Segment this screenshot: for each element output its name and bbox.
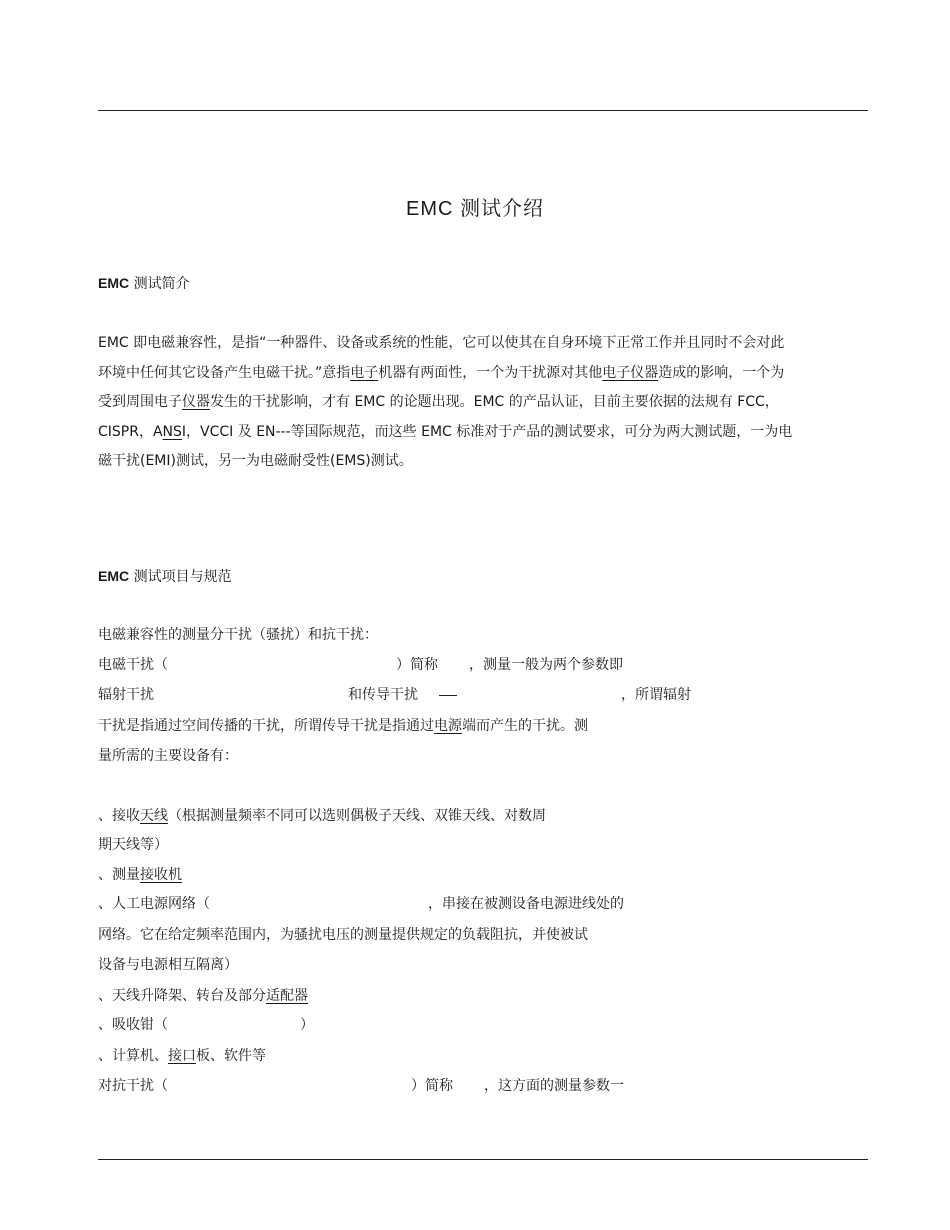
- text-run: 机器有两面性，一个为干扰源对其他: [378, 364, 603, 381]
- equipment-item: [98, 954, 238, 974]
- radiated-label: 辐射干扰: [98, 687, 154, 703]
- emi-line-rest: ，测量一般为两个参数即: [469, 657, 623, 673]
- text-run: I，VCCI 及 EN---等国际规范，而这些 EMC 标准对于产品的测试要求，可分为两大测试题，一为电: [181, 423, 793, 440]
- text-run: 、接收: [98, 808, 140, 824]
- intro-paragraph: [98, 329, 866, 477]
- paragraph-line: [98, 447, 866, 477]
- definition-line: [98, 715, 588, 735]
- page-title: EMC 测试介绍: [406, 198, 544, 220]
- text-run: 干扰是指通过空间传播的干扰，所谓传导干扰是指通过: [98, 718, 434, 734]
- emi-line-abbr: ）简称: [396, 657, 438, 673]
- text-run: 期天线等）: [98, 837, 168, 853]
- text-run: 受到周围电子: [98, 394, 182, 410]
- paragraph-line: [98, 359, 866, 389]
- link-term: 电子仪器: [602, 364, 659, 381]
- link-term: NS: [162, 423, 182, 440]
- section-heading-items: [98, 566, 232, 586]
- link-term: 适配器: [266, 988, 308, 1004]
- ems-line-rest: ，这方面的测量参数一: [484, 1078, 624, 1094]
- text-run: 、计算机、: [98, 1048, 168, 1064]
- text-run: 、天线升降架、转台及部分: [98, 988, 266, 1004]
- link-term: 电源: [434, 718, 462, 734]
- equipment-item: [98, 1045, 266, 1065]
- text-run: 发生的干扰影响，才有 EMC 的论题出现。EMC 的产品认证，目前主要依据的法规有 FCC，: [210, 394, 779, 410]
- heading-text: 测试项目与规范: [133, 569, 232, 585]
- clamp-close: ）: [300, 1017, 314, 1033]
- text-run: EMC 即电磁兼容性，是指“一种器件、设备或系统的性能，它可以使其在自身环境下正常工作并且同时不会对此: [98, 335, 785, 351]
- equipment-item: [98, 805, 546, 825]
- text-run: 环境中任何其它设备产生电磁干扰。”意指: [98, 364, 351, 381]
- text-run: 端而产生的干扰。测: [462, 718, 588, 734]
- link-term: 天线: [140, 808, 168, 824]
- text-run: 板、软件等: [196, 1048, 266, 1064]
- heading-text: 测试简介: [133, 276, 190, 292]
- paragraph-line: [98, 388, 866, 418]
- section-heading-intro: [98, 273, 190, 293]
- emi-line-start: 电磁干扰（: [98, 657, 168, 673]
- text-run: 造成的影响，一个为: [658, 364, 785, 381]
- text-run: 、人工电源网络（: [98, 896, 210, 912]
- text-run: 磁干扰(EMI)测试，另一为电磁耐受性(EMS)测试。: [98, 453, 413, 469]
- footer-rule: [98, 1159, 868, 1160]
- link-term: 仪器: [182, 394, 210, 410]
- measurement-intro: 电磁兼容性的测量分干扰（骚扰）和抗干扰：: [98, 627, 378, 643]
- radiated-tail: ，所谓辐射: [621, 687, 691, 703]
- text-run: 、吸收钳（: [98, 1017, 168, 1033]
- paragraph-line: [98, 329, 866, 359]
- equipment-item: [98, 924, 588, 944]
- ems-line-abbr: ）简称: [411, 1078, 453, 1094]
- equipment-item: [98, 893, 210, 913]
- ems-line-start: 对抗干扰（: [98, 1078, 168, 1094]
- text-run: 、测量: [98, 867, 140, 883]
- text-run: 设备与电源相互隔离）: [98, 957, 238, 973]
- link-term: 接收机: [140, 867, 182, 883]
- header-rule: [98, 110, 868, 111]
- equipment-item: [98, 864, 182, 884]
- equipment-item: [98, 985, 308, 1005]
- blank-underline: [439, 684, 457, 700]
- text-run: （根据测量频率不同可以选则偶极子天线、双锥天线、对数周: [168, 808, 546, 824]
- paragraph-line: [98, 418, 866, 448]
- heading-bold: EMC: [98, 568, 130, 584]
- heading-bold: EMC: [98, 275, 130, 291]
- link-term: 电子: [350, 364, 379, 381]
- text-run: 网络。它在给定频率范围内，为骚扰电压的测量提供规定的负载阻抗，并使被试: [98, 927, 588, 943]
- conducted-label: 和传导干扰: [348, 687, 418, 703]
- text-run: CISPR，A: [98, 423, 163, 440]
- definition-line-2: 量所需的主要设备有：: [98, 748, 238, 764]
- link-term: 接口: [168, 1048, 196, 1064]
- equipment-item: [98, 834, 168, 854]
- lisn-tail: ，串接在被测设备电源进线处的: [428, 896, 624, 912]
- equipment-item: [98, 1014, 168, 1034]
